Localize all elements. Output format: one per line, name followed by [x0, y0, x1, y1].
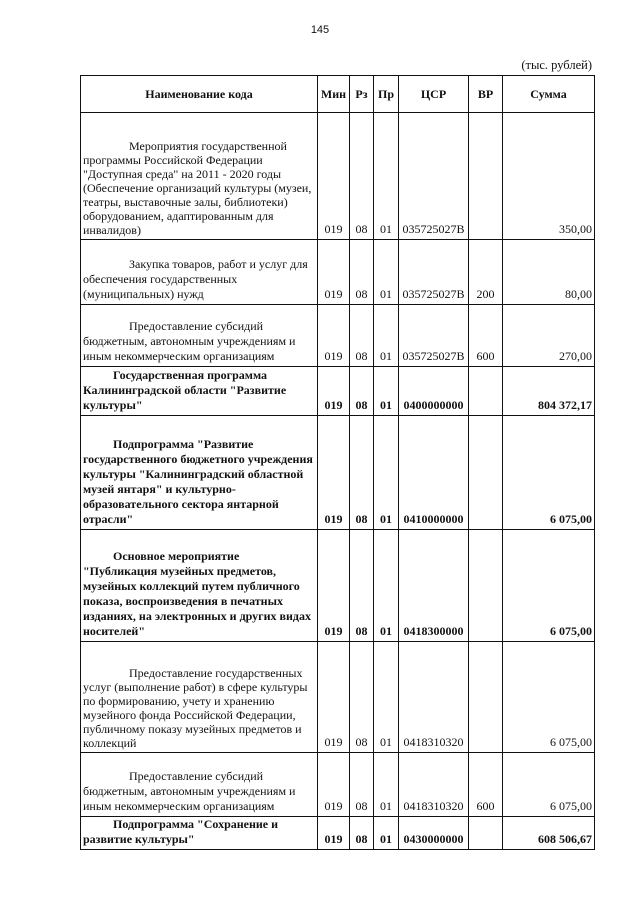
table-row [81, 416, 595, 530]
page-number: 145 [310, 24, 330, 36]
table-row [81, 530, 595, 642]
row-pr: 01 [374, 416, 399, 530]
col-header-sum: Сумма [503, 76, 595, 113]
row-rz: 08 [350, 240, 374, 305]
row-min: 019 [318, 416, 350, 530]
row-pr: 01 [374, 642, 399, 753]
row-min: 019 [318, 753, 350, 817]
row-csr: 0418300000 [399, 530, 469, 642]
row-rz: 08 [350, 416, 374, 530]
table-row [81, 113, 595, 240]
row-sum: 80,00 [503, 240, 595, 305]
row-pr: 01 [374, 305, 399, 367]
row-vr: 600 [469, 305, 503, 367]
table-row [81, 642, 595, 753]
row-vr: 200 [469, 240, 503, 305]
row-pr: 01 [374, 753, 399, 817]
row-csr: 0418310320 [399, 642, 469, 753]
row-pr: 01 [374, 817, 399, 850]
row-pr: 01 [374, 240, 399, 305]
row-name: Закупка товаров, работ и услуг для обеспечения государственных (муниципальных) нужд [81, 240, 318, 305]
row-name: Подпрограмма "Развитие государственного бюджетного учреждения культуры "Калининградский областной музей янтаря" и культурно-образовательного сектора янтарной отрасли" [81, 416, 318, 530]
col-header-csr: ЦСР [399, 76, 469, 113]
table-row [81, 240, 595, 305]
table-header-row [81, 76, 595, 113]
row-name: Предоставление субсидий бюджетным, автономным учреждениям и иным некоммерческим организациям [81, 305, 318, 367]
row-vr [469, 817, 503, 850]
row-vr: 600 [469, 753, 503, 817]
row-sum: 804 372,17 [503, 367, 595, 416]
row-sum: 608 506,67 [503, 817, 595, 850]
row-name: Основное мероприятие "Публикация музейных предметов, музейных коллекций путем публичного показа, воспроизведения в печатных изданиях, на электронных и других видах носителей" [81, 530, 318, 642]
row-rz: 08 [350, 367, 374, 416]
row-rz: 08 [350, 113, 374, 240]
row-vr [469, 530, 503, 642]
col-header-vr: ВР [469, 76, 503, 113]
row-sum: 6 075,00 [503, 530, 595, 642]
row-sum: 6 075,00 [503, 753, 595, 817]
row-rz: 08 [350, 753, 374, 817]
row-vr [469, 416, 503, 530]
row-rz: 08 [350, 530, 374, 642]
table-row [81, 817, 595, 850]
row-csr: 0410000000 [399, 416, 469, 530]
row-sum: 270,00 [503, 305, 595, 367]
row-name: Подпрограмма "Сохранение и развитие культуры" [81, 817, 318, 850]
row-csr: 035725027В [399, 240, 469, 305]
row-min: 019 [318, 367, 350, 416]
row-csr: 0430000000 [399, 817, 469, 850]
col-header-name: Наименование кода [81, 76, 318, 113]
row-rz: 08 [350, 305, 374, 367]
col-header-rz: Рз [350, 76, 374, 113]
row-pr: 01 [374, 367, 399, 416]
row-min: 019 [318, 530, 350, 642]
row-min: 019 [318, 305, 350, 367]
col-header-pr: Пр [374, 76, 399, 113]
row-csr: 035725027В [399, 305, 469, 367]
row-sum: 6 075,00 [503, 642, 595, 753]
row-sum: 350,00 [503, 113, 595, 240]
row-csr: 0418310320 [399, 753, 469, 817]
row-min: 019 [318, 817, 350, 850]
row-pr: 01 [374, 530, 399, 642]
row-csr: 035725027В [399, 113, 469, 240]
row-csr: 0400000000 [399, 367, 469, 416]
col-header-min: Мин [318, 76, 350, 113]
budget-table [80, 75, 595, 850]
row-pr: 01 [374, 113, 399, 240]
row-rz: 08 [350, 642, 374, 753]
row-vr [469, 113, 503, 240]
table-row [81, 753, 595, 817]
row-min: 019 [318, 642, 350, 753]
row-name: Предоставление государственных услуг (выполнение работ) в сфере культуры по формированию, учету и хранению музейного фонда Российской Федерации, публичному показу музейных предметов и коллекций [81, 642, 318, 753]
row-vr [469, 642, 503, 753]
row-min: 019 [318, 113, 350, 240]
row-name: Государственная программа Калининградской области "Развитие культуры" [81, 367, 318, 416]
row-min: 019 [318, 240, 350, 305]
row-name: Предоставление субсидий бюджетным, автономным учреждениям и иным некоммерческим организациям [81, 753, 318, 817]
table-row [81, 305, 595, 367]
table-row [81, 367, 595, 416]
row-name: Мероприятия государственной программы Российской Федерации "Доступная среда" на 2011 - 2020 годы (Обеспечение организаций культуры (музеи, театры, выставочные залы, библиотеки) оборудованием, адаптированным для инвалидов) [81, 113, 318, 240]
row-rz: 08 [350, 817, 374, 850]
row-sum: 6 075,00 [503, 416, 595, 530]
row-vr [469, 367, 503, 416]
units-label: (тыс. рублей) [521, 58, 592, 72]
